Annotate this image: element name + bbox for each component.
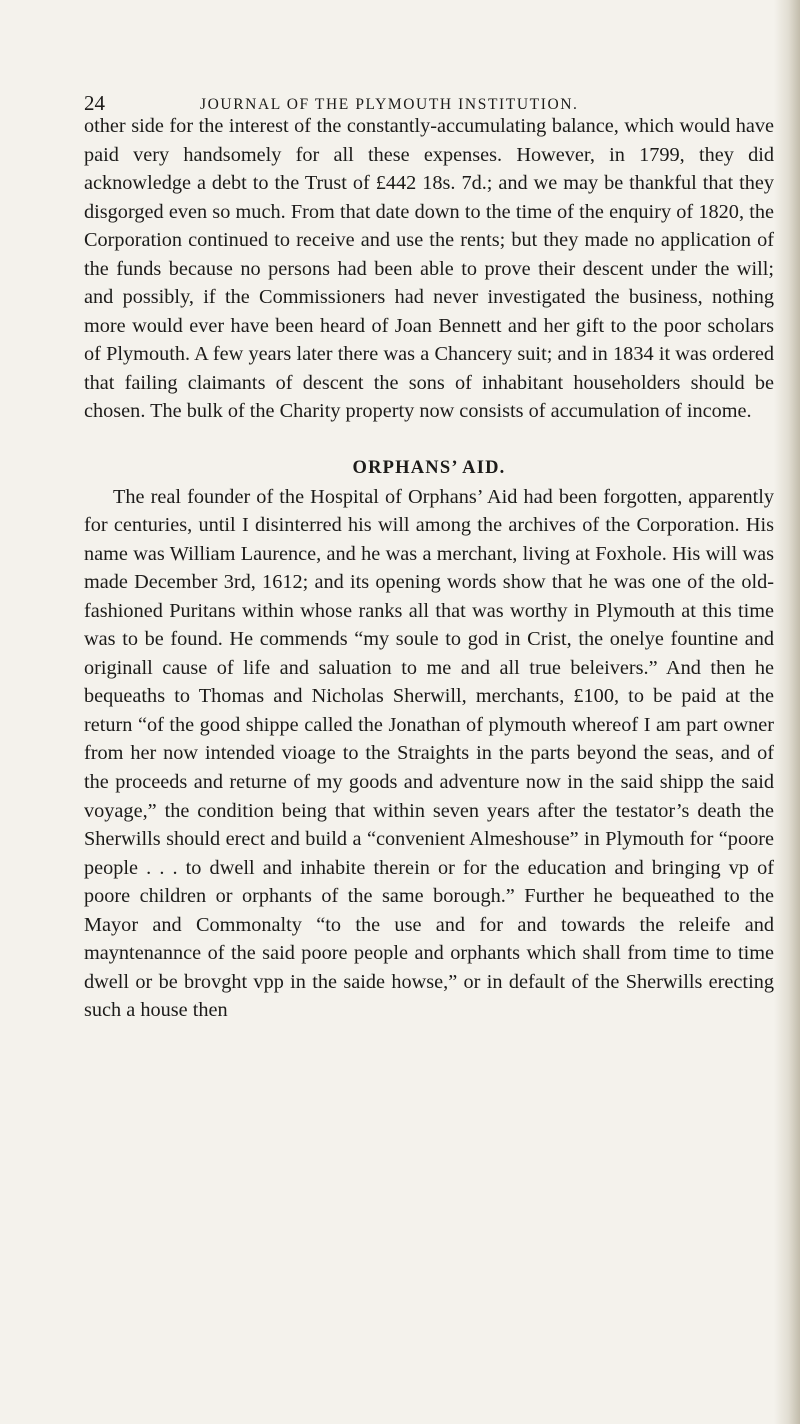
text-block [84,112,774,1025]
section-heading: ORPHANS’ AID. [352,458,506,479]
paragraph-1: other side for the interest of the constantly-accumulating balance, which would have paid very handsomely for all these expenses. However, in 1799, they did acknowledge a debt to the Trust of £442 18s. 7d.; and we may be thankful that they disgorged even so much. From that date down to the time of the enquiry of 1820, the Corporation continued to receive and use the rents; but they made no application of the funds because no persons had been able to prove their descent under the will; and possibly, if the Commissioners had never investigated the business, nothing more would ever have been heard of Joan Bennett and her gift to the poor scholars of Plymouth. A few years later there was a Chancery suit; and in 1834 it was ordered that failing claimants of descent the sons of inhabitant householders should be chosen. The bulk of the Charity property now consists of accumulation of income. [84,115,774,423]
running-title: JOURNAL OF THE PLYMOUTH INSTITUTION. [200,96,579,113]
page-binding-shadow [774,0,800,1424]
paragraph-2: The real founder of the Hospital of Orphans’ Aid had been forgotten, apparently for centuries, until I disinterred his will among the archives of the Corporation. His name was William Laurence, and he was a merchant, living at Foxhole. His will was made December 3rd, 1612; and its opening words show that he was one of the old-fashioned Puritans within whose ranks all that was worthy in Plymouth at this time was to be found. He commends “my soule to god in Crist, the onelye fountine and originall cause of life and saluation to me and all true beleivers.” And then he bequeaths to Thomas and Nicholas Sherwill, merchants, £100, to be paid at the return “of the good shippe called the Jonathan of plymouth whereof I am part owner from her now intended vioage to the Straights in the parts beyond the seas, and of the proceeds and returne of my goods and adventure now in the said shipp the said voyage,” the condition being that within seven years after the testator’s death the Sherwills should erect and build a “convenient Almeshouse” in Plymouth for “poore people . . . to dwell and inhabite therein or for the education and bringing vp of poore children or orphants of the same borough.” Further he bequeathed to the Mayor and Commonalty “to the use and for and towards the releife and mayntenannce of the said poore people and orphants which shall from time to time dwell or be brovght vpp in the saide howse,” or in default of the Sherwills erecting such a house then [84,485,774,1022]
page-number: 24 [84,91,105,115]
